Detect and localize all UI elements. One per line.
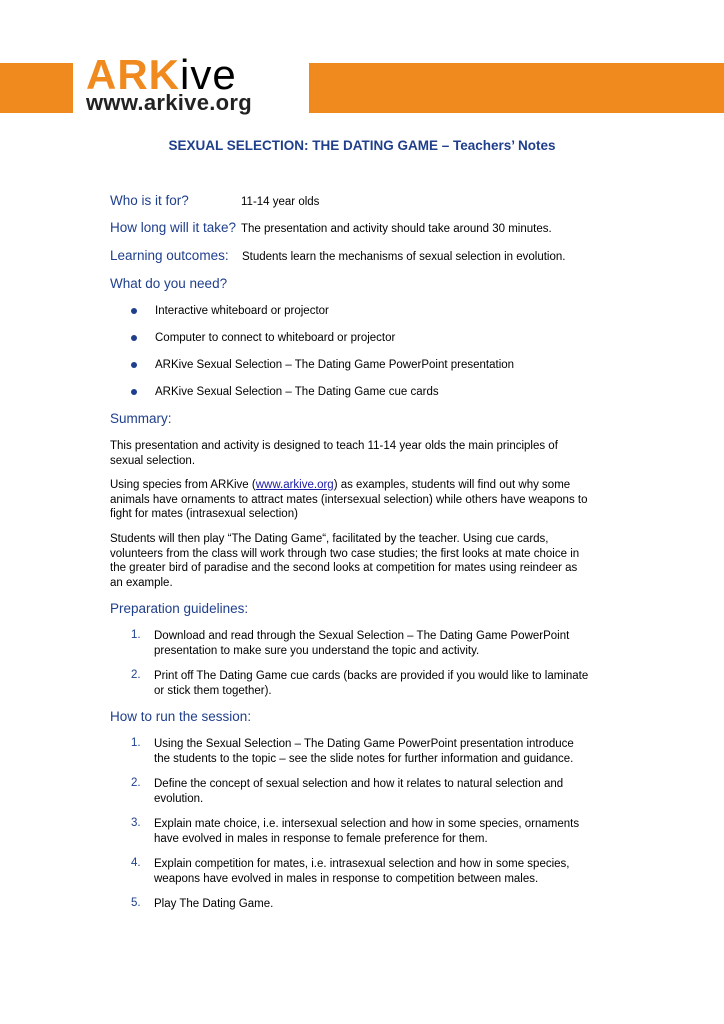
need-item: ARKive Sexual Selection – The Dating Game cue cards	[155, 386, 439, 398]
summary-paragraph-1: This presentation and activity is designed to teach 11-14 year olds the main principles of sexual selection.	[110, 440, 558, 467]
prep-label: Preparation guidelines:	[110, 601, 249, 616]
run-item: Define the concept of sexual selection and how it relates to natural selection and evolution.	[154, 778, 564, 805]
run-item: Explain competition for mates, i.e. intrasexual selection and how in some species, weapons have evolved in males in response to competition between males.	[154, 858, 570, 885]
page-title: SEXUAL SELECTION: THE DATING GAME – Teachers’ Notes	[168, 138, 556, 153]
bullet-icon	[131, 308, 137, 314]
outcomes-value: Students learn the mechanisms of sexual selection in evolution.	[242, 251, 566, 263]
need-item: Interactive whiteboard or projector	[155, 305, 329, 317]
arkive-link[interactable]: www.arkive.org	[255, 479, 334, 491]
run-item: Using the Sexual Selection – The Dating Game PowerPoint presentation introduce the students to the topic – see the slide notes for further information and guidance.	[154, 738, 574, 765]
prep-number: 2.	[131, 669, 141, 681]
arkive-logo	[80, 52, 305, 118]
howlong-label: How long will it take?	[110, 220, 237, 235]
logo-url: www.arkive.org	[86, 90, 252, 115]
need-item: Computer to connect to whiteboard or projector	[155, 332, 396, 344]
prep-item: Print off The Dating Game cue cards (backs are provided if you would like to laminate or stick them together).	[154, 670, 589, 697]
summary-paragraph-3: Students will then play “The Dating Game“, facilitated by the teacher. Using cue cards, volunteers from the class will work through two case studies; the first looks at mate choice in the greater bird of paradise and the second looks at competition for mates using reindeer as an example.	[110, 533, 580, 589]
header-banner-right	[309, 63, 724, 113]
prep-item: Download and read through the Sexual Selection – The Dating Game PowerPoint presentation to make sure you understand the topic and activity.	[154, 630, 570, 657]
bullet-icon	[131, 389, 137, 395]
howlong-value: The presentation and activity should take around 30 minutes.	[241, 223, 552, 235]
bullet-icon	[131, 362, 137, 368]
bullet-icon	[131, 335, 137, 341]
logo-wordmark: ARKive	[86, 51, 237, 98]
run-number: 4.	[131, 857, 141, 869]
prep-number: 1.	[131, 629, 141, 641]
need-item: ARKive Sexual Selection – The Dating Game PowerPoint presentation	[155, 359, 515, 371]
summary-label: Summary:	[110, 411, 172, 426]
run-number: 5.	[131, 897, 141, 909]
run-number: 3.	[131, 817, 141, 829]
run-number: 2.	[131, 777, 141, 789]
run-number: 1.	[131, 737, 141, 749]
run-item: Explain mate choice, i.e. intersexual selection and how in some species, ornaments have evolved in males in response to female preference for them.	[154, 818, 580, 845]
summary-paragraph-2: Using species from ARKive (www.arkive.org) as examples, students will find out why some animals have ornaments to attract mates (intersexual selection) while others have weapons to fight for mates (intrasexual selection)	[110, 479, 588, 520]
run-label: How to run the session:	[110, 709, 252, 724]
who-label: Who is it for?	[110, 193, 189, 208]
need-label: What do you need?	[110, 276, 228, 291]
header-banner-left	[0, 63, 73, 113]
run-item: Play The Dating Game.	[154, 898, 274, 910]
outcomes-label: Learning outcomes:	[110, 248, 229, 263]
who-value: 11-14 year olds	[241, 196, 320, 208]
